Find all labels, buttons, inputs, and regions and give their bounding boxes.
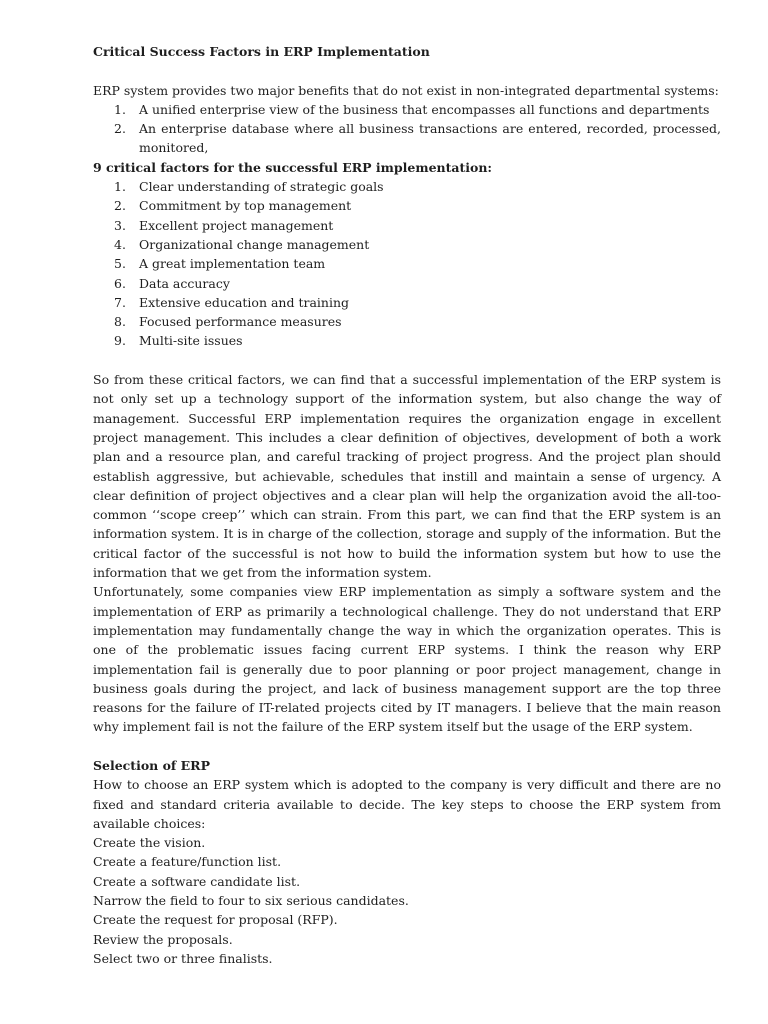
- body-paragraph-1: So from these critical factors, we can find that a successful implementation of the ERP system is not only set up a technology support of the information system, but also change the way of management. Successful ERP implementation requires the organization engage in excellent project management. This includes a clear definition of objectives, development of both a work plan and a resource plan, and careful tracking of project progress. And the project plan should establish aggressive, but achievable, schedules that instill and maintain a sense of urgency. A clear definition of project objectives and a clear plan will help the organization avoid the all-too-common ‘‘scope creep’’ which can strain. From this part, we can find that the ERP system is an information system. It is in charge of the collection, storage and supply of the information. But the critical factor of the successful is not how to build the information system but how to use the information that we get from the information system.: [93, 372, 721, 581]
- list-item-text: Extensive education and training: [139, 294, 349, 310]
- intro-text: ERP system provides two major benefits that do not exist in non-integrated departmental systems:: [93, 82, 719, 98]
- list-item: [93, 100, 721, 119]
- list-number: 8.: [114, 314, 126, 330]
- list-number: 9.: [114, 333, 126, 349]
- list-item-text: A unified enterprise view of the business that encompasses all functions and departments: [139, 101, 710, 117]
- list-item: [93, 254, 721, 273]
- factors-heading: 9 critical factors for the successful ERP implementation:: [93, 159, 493, 175]
- list-item: [93, 177, 721, 196]
- step-line: Create a feature/function list.: [93, 854, 282, 870]
- step-line: Review the proposals.: [93, 931, 233, 947]
- step-line: Narrow the field to four to six serious candidates.: [93, 893, 409, 909]
- list-number: 3.: [114, 217, 126, 233]
- factors-list: [93, 177, 721, 351]
- selection-intro: How to choose an ERP system which is adopted to the company is very difficult and there are no fixed and standard criteria available to decide. The key steps to choose the ERP system from available choices:: [93, 777, 721, 831]
- list-number: 1.: [114, 179, 126, 195]
- list-number: 2.: [114, 198, 126, 214]
- step-line: Select two or three finalists.: [93, 950, 273, 966]
- list-number: 7.: [114, 294, 126, 310]
- spacer: [93, 737, 721, 756]
- step-line: Create a software candidate list.: [93, 873, 301, 889]
- list-item-text: Organizational change management: [139, 236, 370, 252]
- list-item-text: An enterprise database where all business transactions are entered, recorded, processed, monitored,: [139, 121, 721, 156]
- document-title: Critical Success Factors in ERP Implementation: [93, 44, 430, 59]
- step-line: Create the request for proposal (RFP).: [93, 912, 338, 928]
- list-item-text: A great implementation team: [139, 256, 326, 272]
- step-line: Create the vision.: [93, 835, 206, 851]
- list-item: [93, 216, 721, 235]
- list-number: 4.: [114, 236, 126, 252]
- list-item: [93, 312, 721, 331]
- list-item-text: Excellent project management: [139, 217, 334, 233]
- list-item-text: Multi-site issues: [139, 333, 243, 349]
- list-item: [93, 235, 721, 254]
- list-number: 2.: [114, 121, 126, 137]
- spacer: [93, 351, 721, 370]
- spacer: [93, 61, 721, 80]
- body-paragraph-2: Unfortunately, some companies view ERP implementation as simply a software system and the implementation of ERP as primarily a technological challenge. They do not understand that ERP implementation may fundamentally change the way in which the organization operates. This is one of the problematic issues facing current ERP systems. I think the reason why ERP implementation fail is generally due to poor planning or poor project management, change in business goals during the project, and lack of business management support are the top three reasons for the failure of IT-related projects cited by IT managers. I believe that the main reason why implement fail is not the failure of the ERP system itself but the usage of the ERP system.: [93, 584, 721, 735]
- list-item-text: Focused performance measures: [139, 314, 342, 330]
- document-page: [93, 42, 721, 968]
- list-number: 5.: [114, 256, 126, 272]
- list-item: [93, 274, 721, 293]
- list-item: [93, 119, 721, 158]
- list-item: [93, 293, 721, 312]
- list-number: 1.: [114, 101, 126, 117]
- list-item: [93, 196, 721, 215]
- selection-steps: [93, 833, 721, 968]
- benefits-list: [93, 100, 721, 158]
- list-item-text: Clear understanding of strategic goals: [139, 179, 384, 195]
- list-item-text: Data accuracy: [139, 275, 230, 291]
- list-item-text: Commitment by top management: [139, 198, 352, 214]
- selection-heading: Selection of ERP: [93, 757, 210, 773]
- list-item: [93, 331, 721, 350]
- list-number: 6.: [114, 275, 126, 291]
